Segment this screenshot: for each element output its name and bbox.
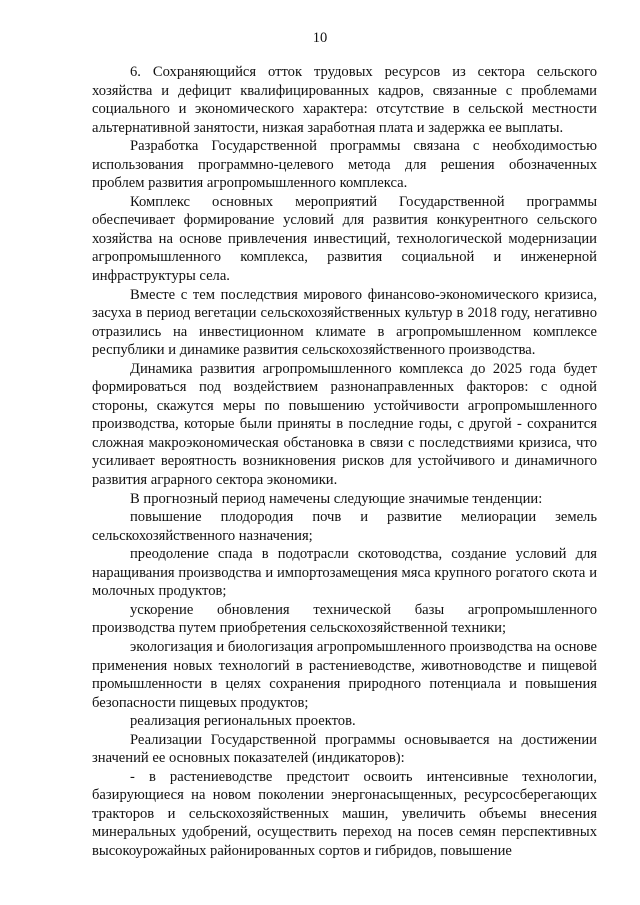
list-item: преодоление спада в подотрасли скотоводства, создание условий для наращивания производства и импортозамещения мяса крупного рогатого скота и молочных продуктов; [92,546,597,600]
list-item: ускорение обновления технической базы агропромышленного производства путем приобретения сельскохозяйственной техники; [92,601,597,637]
page-number: 10 [312,30,328,46]
list-item: экологизация и биологизация агропромышленного производства на основе применения новых технологий в растениеводстве, животноводстве и пищевой промышленности в целях сохранения природного потенциала и повышения безопасности пищевых продуктов; [92,638,597,711]
paragraph-development-dynamics: Динамика развития агропромышленного комплекса до 2025 года будет формироваться под воздействием разнонаправленных факторов: с одной стороны, скажутся меры по повышению устойчивости агропромышленного производства, которые были приняты в последние годы, с другой - сохранится сложная макроэкономическая обстановка в связи с последствиями кризиса, что усиливает вероятность возникновения рисков для устойчивого и динамичного развития аграрного сектора экономики. [92,360,597,489]
document-body [92,63,597,861]
paragraph-crisis-consequences: Вместе с тем последствия мирового финансово-экономического кризиса, засуха в период вегетации сельскохозяйственных культур в 2018 году, негативно отразились на инвестиционном климате в агропромышленном комплексе республики и динамике развития сельскохозяйственного производства. [92,286,597,359]
list-item: повышение плодородия почв и развитие мелиорации земель сельскохозяйственного назначения; [92,509,597,544]
list-item: реализация региональных проектов. [130,713,356,730]
paragraph-program-development: Разработка Государственной программы связана с необходимостью использования программно-целевого метода для решения обозначенных проблем развития агропромышленного комплекса. [92,138,597,192]
trends-list [92,508,597,731]
paragraph-indicators: Реализации Государственной программы основывается на достижении значений ее основных показателей (индикаторов): [92,731,597,767]
paragraph-crop-production: - в растениеводстве предстоит освоить интенсивные технологии, базирующиеся на новом поколении энергонасыщенных, ресурсосберегающих тракторов и сельскохозяйственных машин, увеличить объемы внесения минеральных удобрений, осуществить переход на посев семян перспективных высокоурожайных районированных сортов и гибридов, повышение [92,768,597,859]
paragraph-measures-complex: Комплекс основных мероприятий Государственной программы обеспечивает формирование условий для развития конкурентного сельского хозяйства на основе привлечения инвестиций, технологической модернизации агропромышленного комплекса, развития социальной и инженерной инфраструктуры села. [92,193,597,285]
paragraph-outflow: 6. Сохраняющийся отток трудовых ресурсов из сектора сельского хозяйства и дефицит квалифицированных кадров, связанные с проблемами социального и экономического характера: отсутствие в сельской местности альтернативной занятости, низкая заработная плата и задержка ее выплаты. [92,64,597,136]
paragraph-trends-intro: В прогнозный период намечены следующие значимые тенденции: [130,490,543,507]
